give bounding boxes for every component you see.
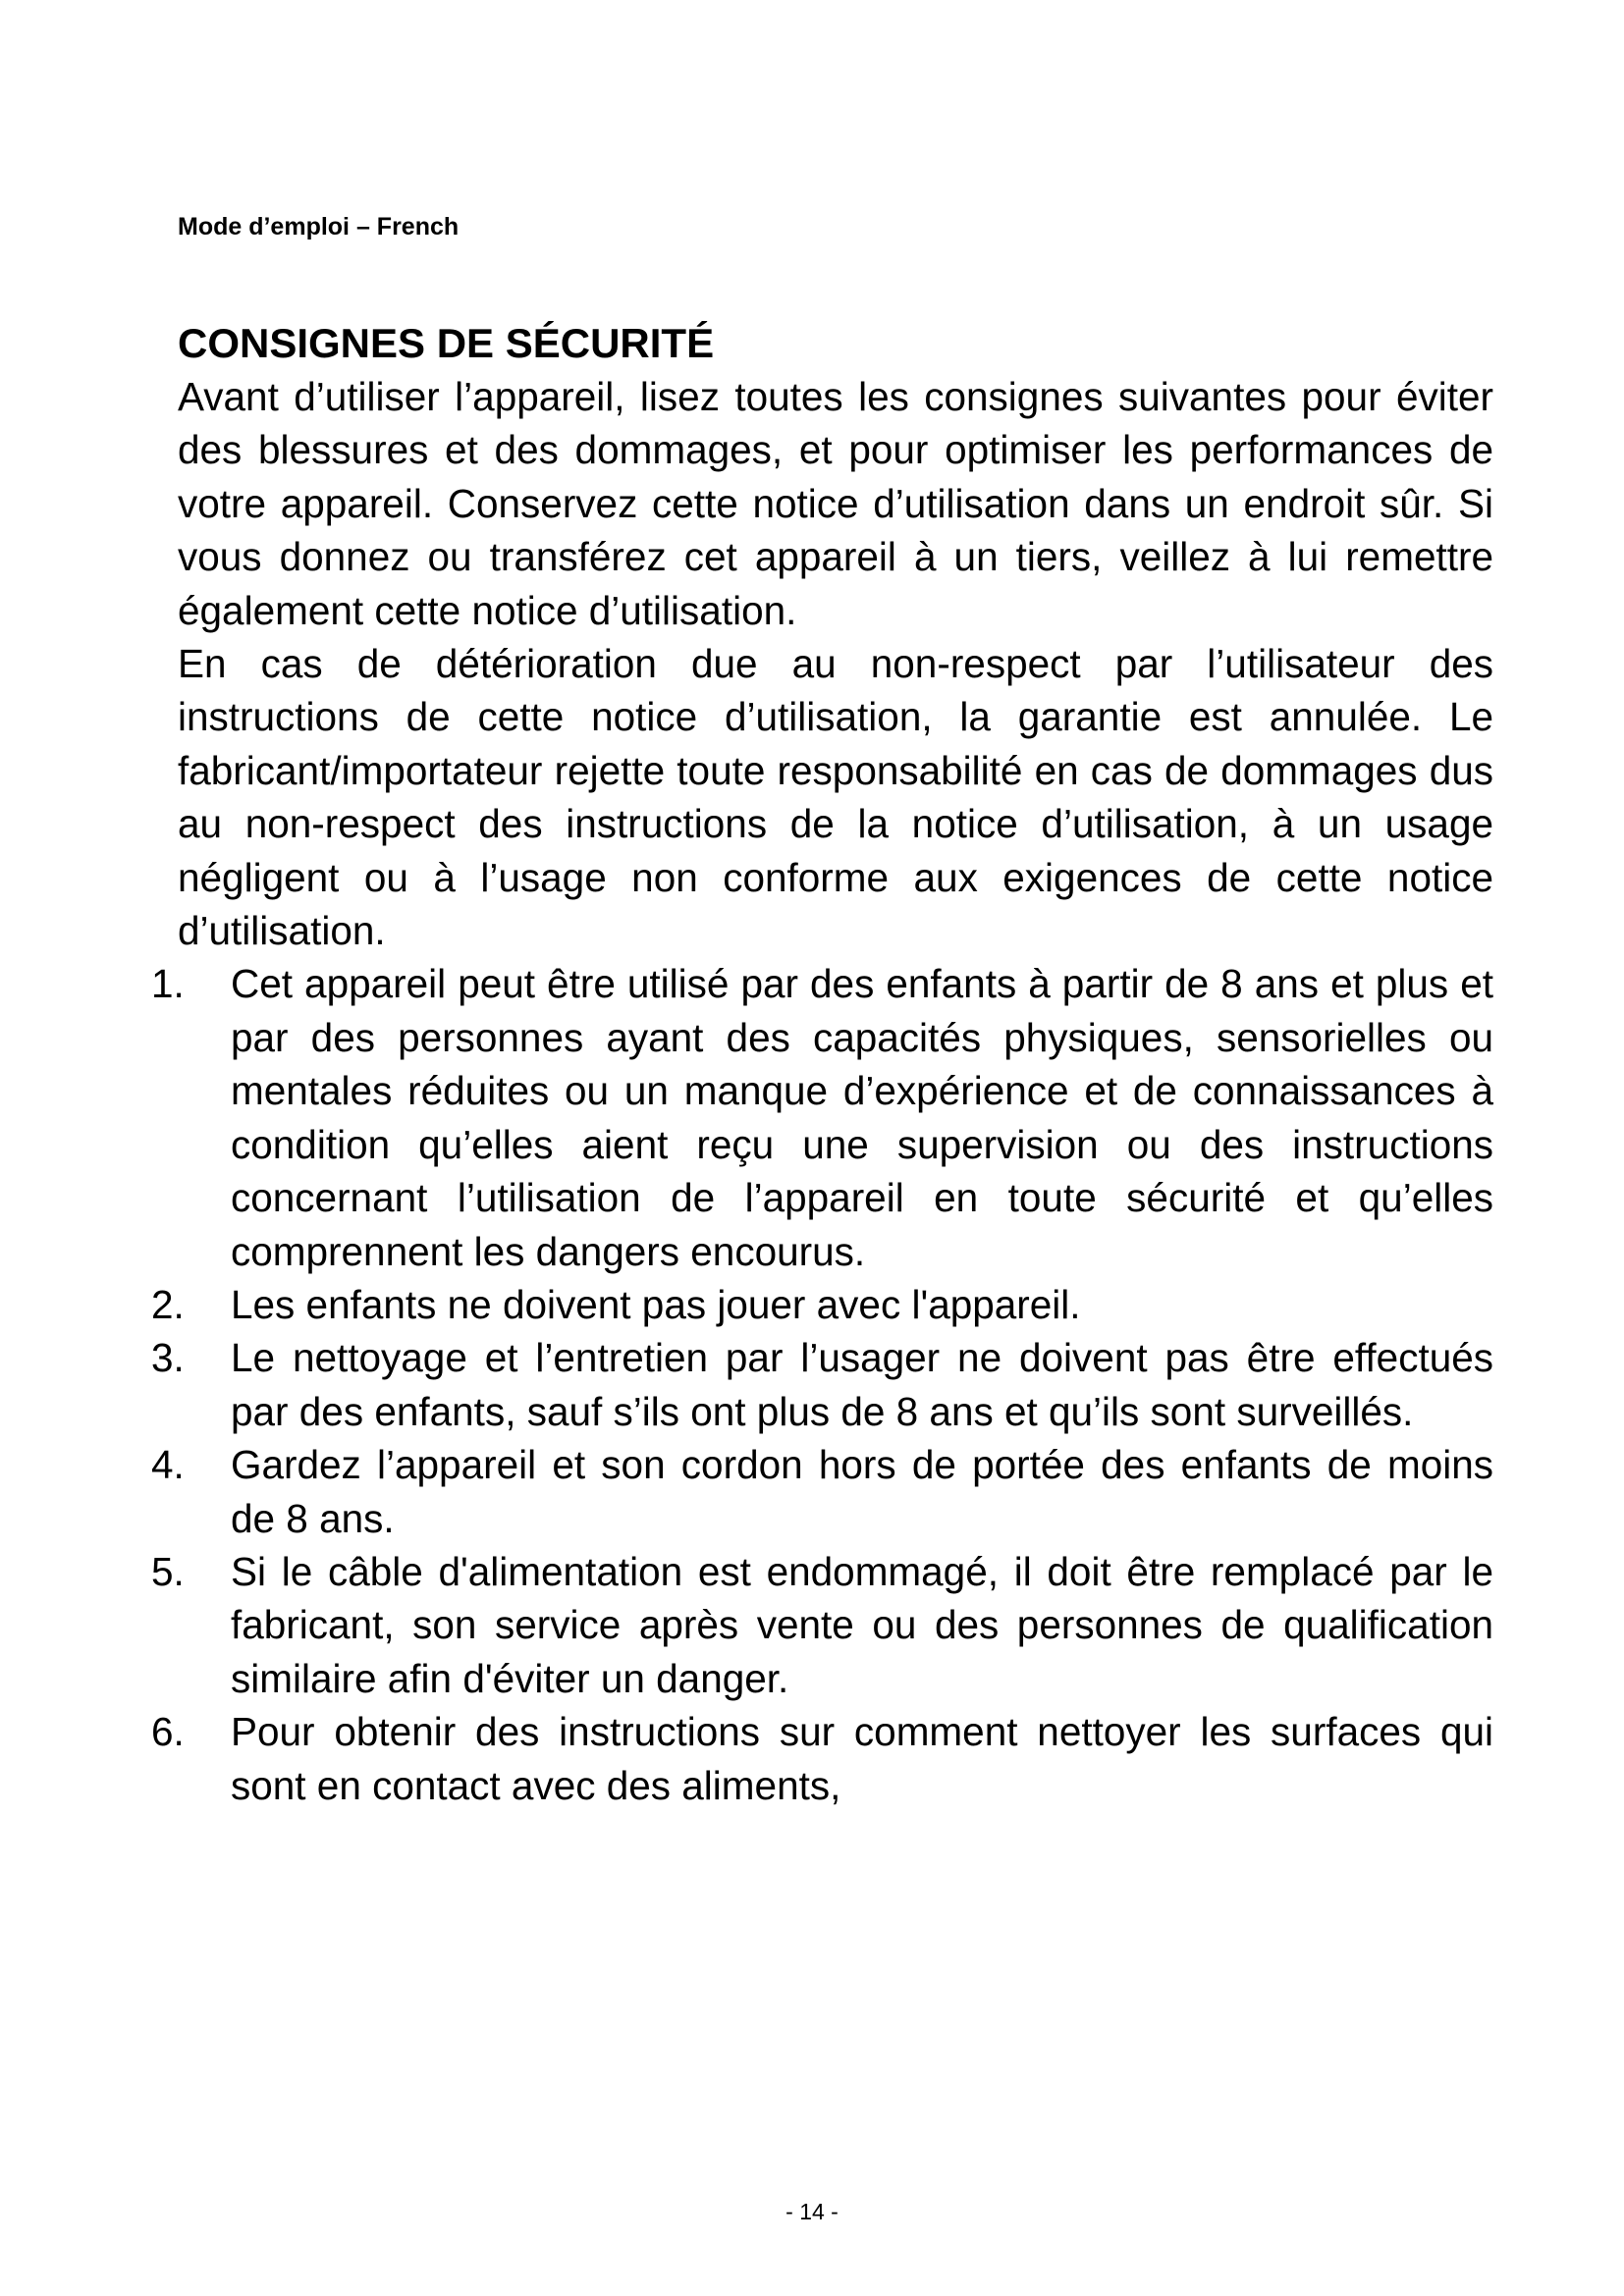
- intro-paragraph: Avant d’utiliser l’appareil, lisez toutes les consignes suivantes pour éviter des blessures et des dommages, et pour optimiser les performances de votre appareil. Conservez cette notice d’utilisation dans un endroit sûr. Si vous donnez ou transférez cet appareil à un tiers, veillez à lui remettre également cette notice d’utilisation.: [178, 374, 1493, 633]
- list-item-number: 5.: [151, 1548, 185, 1594]
- document-header-label: Mode d’emploi – French: [178, 213, 460, 240]
- list-item: [151, 1545, 1493, 1705]
- list-item-text: Les enfants ne doivent pas jouer avec l'appareil.: [231, 1281, 1081, 1327]
- list-item-number: 6.: [151, 1709, 185, 1755]
- list-item: [151, 1705, 1493, 1812]
- list-item-text: Gardez l’appareil et son cordon hors de portée des enfants de moins de 8 ans.: [231, 1442, 1493, 1541]
- list-item-text: Cet appareil peut être utilisé par des enfants à partir de 8 ans et plus et par des personnes ayant des capacités physiques, sensorielles ou mentales réduites ou un manque d’expérience et de connaissances à condition qu’elles aient reçu une supervision ou des instructions concernant l’utilisation de l’appareil en toute sécurité et qu’elles comprennent les dangers encourus.: [231, 961, 1493, 1274]
- list-item-number: 3.: [151, 1335, 185, 1381]
- list-item: [151, 1331, 1493, 1438]
- list-item-text: Si le câble d'alimentation est endommagé, il doit être remplacé par le fabricant, son service après vente ou des personnes de qualification similaire afin d'éviter un danger.: [231, 1548, 1493, 1701]
- safety-list: [151, 957, 1493, 1812]
- safety-instructions-section: [151, 317, 1493, 1812]
- section-title: CONSIGNES DE SÉCURITÉ: [178, 320, 715, 366]
- list-item-number: 1.: [151, 961, 185, 1007]
- list-item: [151, 957, 1493, 1277]
- list-item-text: Pour obtenir des instructions sur comment nettoyer les surfaces qui sont en contact avec des aliments,: [231, 1709, 1493, 1808]
- list-item-number: 4.: [151, 1442, 185, 1488]
- list-item: [151, 1438, 1493, 1545]
- list-item-text: Le nettoyage et l’entretien par l’usager ne doivent pas être effectués par des enfants, sauf s’ils ont plus de 8 ans et qu’ils sont surveillés.: [231, 1335, 1493, 1434]
- warranty-paragraph: En cas de détérioration due au non-respect par l’utilisateur des instructions de cette notice d’utilisation, la garantie est annulée. Le fabricant/importateur rejette toute responsabilité en cas de dommages dus au non-respect des instructions de la notice d’utilisation, à un usage négligent ou à l’usage non conforme aux exigences de cette notice d’utilisation.: [178, 641, 1493, 954]
- page-number: - 14 -: [785, 2199, 839, 2224]
- list-item-number: 2.: [151, 1281, 185, 1327]
- list-item: [151, 1278, 1493, 1331]
